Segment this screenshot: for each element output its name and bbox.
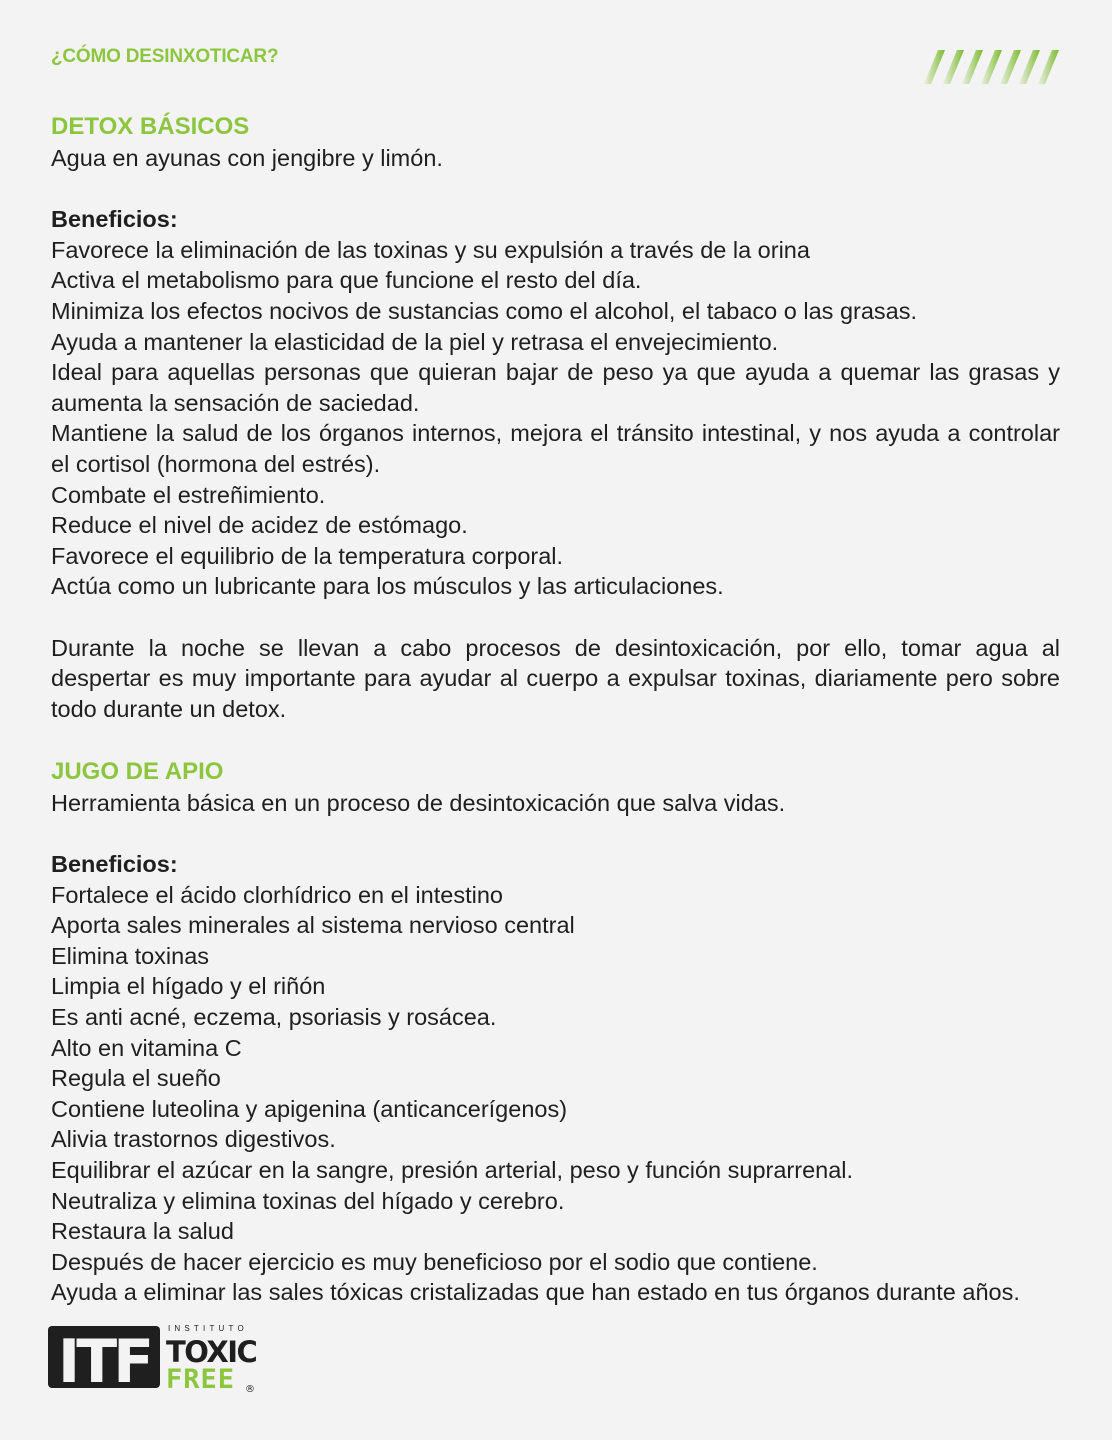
benefit-item: Mantiene la salud de los órganos internos, mejora el tránsito intestinal, y nos ayuda a controlar el cortisol (hormona del estrés). — [51, 420, 1060, 477]
benefit-item: Actúa como un lubricante para los músculos y las articulaciones. — [51, 573, 724, 600]
benefit-item: Activa el metabolismo para que funcione el resto del día. — [51, 267, 642, 294]
benefit-item: Contiene luteolina y apigenina (anticancerígenos) — [51, 1095, 568, 1122]
logo-registered: ® — [245, 1384, 255, 1395]
benefit-item: Combate el estreñimiento. — [51, 481, 326, 508]
benefit-item: Aporta sales minerales al sistema nervioso central — [51, 912, 575, 939]
section-paragraph: Durante la noche se llevan a cabo procesos de desintoxicación, por ello, tomar agua al despertar es muy importante para ayudar al cuerpo a expulsar toxinas, diariamente pero sobre todo durante un detox. — [51, 634, 1060, 722]
benefit-item: Ideal para aquellas personas que quieran bajar de peso ya que ayuda a quemar las grasas y aumenta la sensación de saciedad. — [51, 359, 1060, 416]
section-intro: Agua en ayunas con jengibre y limón. — [51, 145, 443, 171]
itf-logo-icon — [46, 1324, 261, 1396]
benefit-item: Regula el sueño — [51, 1065, 221, 1092]
benefit-item: Es anti acné, eczema, psoriasis y rosácea. — [51, 1004, 497, 1031]
benefits-label: Beneficios: — [51, 206, 178, 233]
benefit-item: Limpia el hígado y el riñón — [51, 973, 326, 1000]
logo-word-toxic: TOXIC — [166, 1335, 257, 1369]
benefit-item: Fortalece el ácido clorhídrico en el intestino — [51, 881, 503, 908]
benefit-item: Alivia trastornos digestivos. — [51, 1126, 336, 1153]
benefit-item: Elimina toxinas — [51, 942, 210, 969]
document-content — [51, 110, 1060, 1308]
benefit-item: Favorece el equilibrio de la temperatura corporal. — [51, 542, 564, 569]
logo-mark-text: ITF — [57, 1327, 151, 1396]
benefit-item: Después de hacer ejercicio es muy beneficioso por el sodio que contiene. — [51, 1248, 818, 1275]
benefit-item: Alto en vitamina C — [51, 1034, 242, 1061]
page-header-title: ¿CÓMO DESINXOTICAR? — [51, 46, 279, 67]
benefit-item: Ayuda a eliminar las sales tóxicas cristalizadas que han estado en tus órganos durante años. — [51, 1279, 1020, 1306]
benefit-item: Minimiza los efectos nocivos de sustancias como el alcohol, el tabaco o las grasas. — [51, 297, 918, 324]
benefit-item: Reduce el nivel de acidez de estómago. — [51, 512, 468, 539]
benefits-label: Beneficios: — [51, 851, 178, 878]
benefit-item: Favorece la eliminación de las toxinas y su expulsión a través de la orina — [51, 236, 810, 263]
logo-word-free: FREE — [166, 1364, 236, 1395]
benefit-item: Neutraliza y elimina toxinas del hígado y cerebro. — [51, 1187, 565, 1214]
section-title-jugo: JUGO DE APIO — [51, 757, 224, 785]
benefit-item: Restaura la salud — [51, 1218, 234, 1245]
benefit-item: Ayuda a mantener la elasticidad de la piel y retrasa el envejecimiento. — [51, 328, 779, 355]
logo-small-text: INSTITUTO — [168, 1324, 248, 1333]
section-title-detox: DETOX BÁSICOS — [51, 113, 250, 140]
benefit-item: Equilibrar el azúcar en la sangre, presión arterial, peso y función suprarrenal. — [51, 1157, 854, 1183]
diagonal-stripes-icon — [920, 46, 1065, 88]
section-intro: Herramienta básica en un proceso de desintoxicación que salva vidas. — [51, 789, 786, 816]
